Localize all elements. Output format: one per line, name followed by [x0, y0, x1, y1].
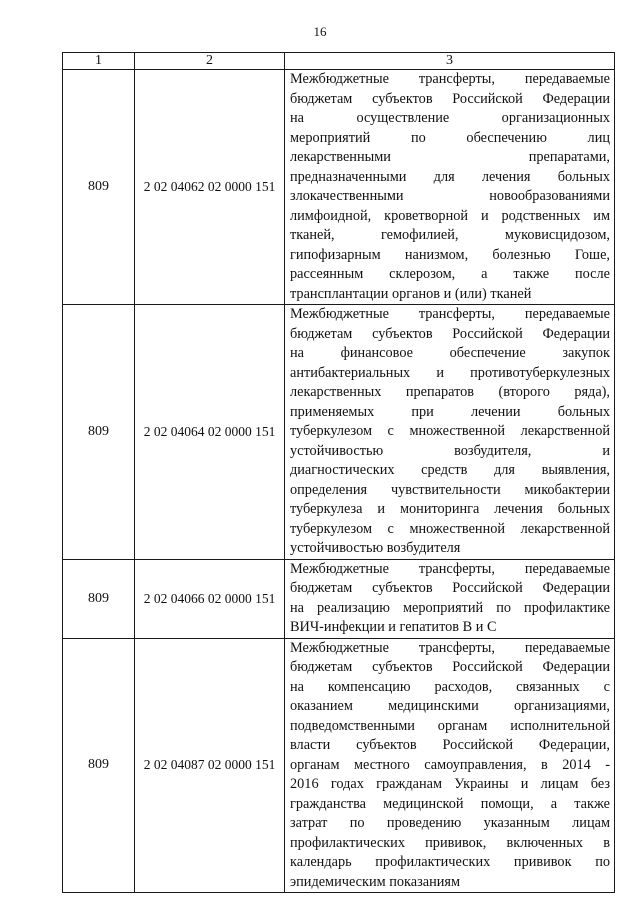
description-line: оказанием медицинскими организациями,	[290, 698, 610, 714]
admin-code-cell: 809	[63, 638, 135, 893]
budget-classification-table	[62, 52, 615, 893]
description-line: гражданства медицинской помощи, а также	[290, 795, 610, 812]
description-line: Межбюджетные трансферты, передаваемые	[290, 639, 610, 656]
table-header-row	[63, 53, 615, 70]
description-line: гипофизарным нанизмом, болезнью Гоше,	[290, 246, 610, 263]
description-line: 2016 годах гражданам Украины и лицам без	[290, 776, 610, 792]
description-line: на осуществление организационных	[290, 110, 610, 126]
description-line: туберкулезом с множественной лекарственной	[290, 423, 610, 439]
description-line: тканей, гемофилией, муковисцидозом,	[290, 227, 610, 243]
description-line: злокачественными новообразованиями	[290, 188, 610, 204]
admin-code-cell: 809	[63, 559, 135, 638]
description-line: применяемых при лечении больных	[290, 403, 610, 420]
description-line: на финансовое обеспечение закупок	[290, 345, 610, 361]
table-row	[63, 305, 615, 560]
description-line: на реализацию мероприятий по профилактике	[290, 599, 610, 616]
table-body	[63, 70, 615, 893]
description-line: трансплантации органов и (или) тканей	[290, 285, 532, 302]
description-line: Межбюджетные трансферты, передаваемые	[290, 306, 610, 322]
description-line: антибактериальных и противотуберкулезных	[290, 364, 610, 381]
column-header-3: 3	[285, 53, 615, 70]
description-line: лимфоидной, кроветворной и родственных им	[290, 207, 610, 224]
admin-code-cell: 809	[63, 305, 135, 560]
column-header-2: 2	[135, 53, 285, 70]
description-line: ВИЧ-инфекции и гепатитов B и C	[290, 619, 497, 635]
description-line: мероприятий по обеспечению лиц	[290, 129, 610, 146]
description-line: бюджетам субъектов Российской Федерации	[290, 325, 610, 342]
description-line: Межбюджетные трансферты, передаваемые	[290, 560, 610, 577]
description-line: бюджетам субъектов Российской Федерации	[290, 90, 610, 107]
description-line: эпидемическим показаниям	[290, 873, 461, 890]
description-cell	[285, 559, 615, 638]
table-row	[63, 638, 615, 893]
description-line: Межбюджетные трансферты, передаваемые	[290, 71, 610, 87]
description-cell	[285, 70, 615, 305]
description-line: подведомственными органам исполнительной	[290, 717, 610, 734]
description-line: бюджетам субъектов Российской Федерации	[290, 659, 610, 675]
description-line: устойчивостью возбудителя, и	[290, 442, 610, 459]
table-row	[63, 70, 615, 305]
description-line: на компенсацию расходов, связанных с	[290, 678, 610, 695]
budget-code-cell: 2 02 04064 02 0000 151	[135, 305, 285, 560]
budget-code-cell: 2 02 04062 02 0000 151	[135, 70, 285, 305]
description-cell	[285, 638, 615, 893]
description-line: лекарственными препаратами,	[290, 149, 610, 165]
description-line: календарь профилактических прививок по	[290, 854, 610, 870]
table-row	[63, 559, 615, 638]
description-line: туберкулезом с множественной лекарственной	[290, 520, 610, 537]
budget-code-cell: 2 02 04087 02 0000 151	[135, 638, 285, 893]
description-line: предназначенными для лечения больных	[290, 168, 610, 185]
budget-code-cell: 2 02 04066 02 0000 151	[135, 559, 285, 638]
description-line: диагностических средств для выявления,	[290, 462, 610, 478]
description-line: бюджетам субъектов Российской Федерации	[290, 580, 610, 596]
description-line: определения чувствительности микобактерии	[290, 481, 610, 498]
description-line: профилактических прививок, включенных в	[290, 834, 610, 851]
description-cell	[285, 305, 615, 560]
description-line: рассеянным склерозом, а также после	[290, 266, 610, 282]
description-line: органам местного самоуправления, в 2014 -	[290, 756, 610, 773]
description-line: власти субъектов Российской Федерации,	[290, 737, 610, 753]
description-line: устойчивостью возбудителя	[290, 540, 461, 556]
description-line: затрат по проведению указанным лицам	[290, 815, 610, 831]
description-line: лекарственных препаратов (второго ряда),	[290, 384, 610, 400]
admin-code-cell: 809	[63, 70, 135, 305]
description-line: туберкулеза и мониторинга лечения больных	[290, 501, 610, 517]
page-number: 16	[313, 24, 327, 39]
column-header-1: 1	[63, 53, 135, 70]
